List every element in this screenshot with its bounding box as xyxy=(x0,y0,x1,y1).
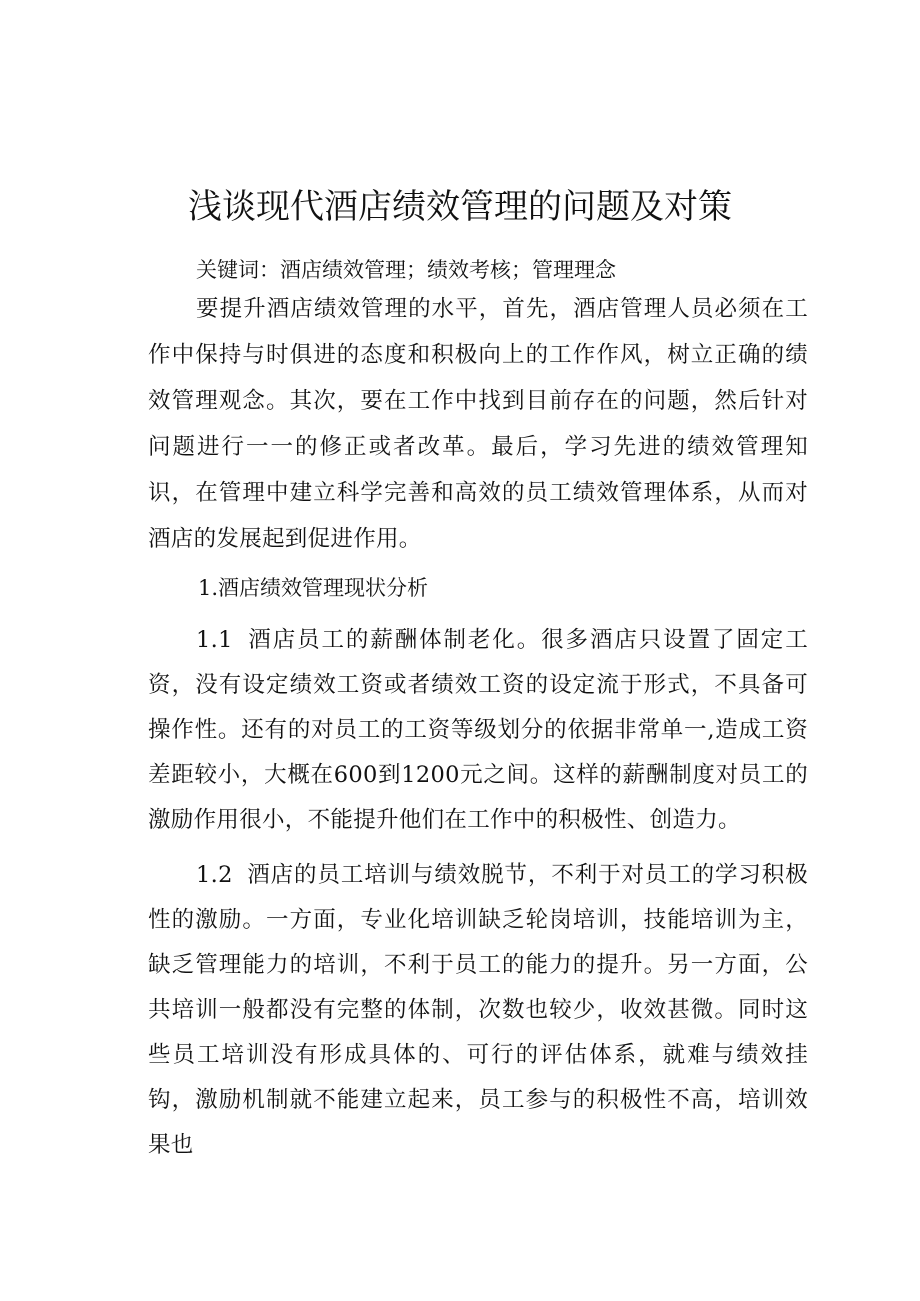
document-body xyxy=(148,254,808,1168)
keywords-line: 关键词：酒店绩效管理；绩效考核；管理理念 xyxy=(196,258,616,282)
subsection-number: 1.1 xyxy=(196,627,233,653)
section-heading: 1.酒店绩效管理现状分析 xyxy=(198,576,429,600)
subsection-paragraph-1-2 xyxy=(148,853,808,1168)
intro-paragraph: 要提升酒店绩效管理的水平，首先，酒店管理人员必须在工作中保持与时俱进的态度和积极向上的工作作风，树立正确的绩效管理观念。其次，要在工作中找到目前存在的问题，然后针对问题进行一一的修正或者改革。最后，学习先进的绩效管理知识，在管理中建立科学完善和高效的员工绩效管理体系，从而对酒店的发展起到促进作用。 xyxy=(148,296,808,552)
document-title: 浅谈现代酒店绩效管理的问题及对策 xyxy=(188,186,732,227)
subsection-paragraph-1-1 xyxy=(148,618,808,843)
subsection-number: 1.2 xyxy=(196,862,233,888)
subsection-text: 酒店员工的薪酬体制老化。很多酒店只设置了固定工资，没有设定绩效工资或者绩效工资的设定流于形式，不具备可操作性。还有的对员工的工资等级划分的依据非常单一,造成工资差距较小，大概在600到1200元之间。这样的薪酬制度对员工的激励作用很小，不能提升他们在工作中的积极性、创造力。 xyxy=(148,627,808,833)
subsection-text: 酒店的员工培训与绩效脱节，不利于对员工的学习积极性的激励。一方面，专业化培训缺乏轮岗培训，技能培训为主，缺乏管理能力的培训，不利于员工的能力的提升。另一方面，公共培训一般都没有完整的体制，次数也较少，收效甚微。同时这些员工培训没有形成具体的、可行的评估体系，就难与绩效挂钩，激励机制就不能建立起来，员工参与的积极性不高，培训效果也 xyxy=(148,862,808,1158)
